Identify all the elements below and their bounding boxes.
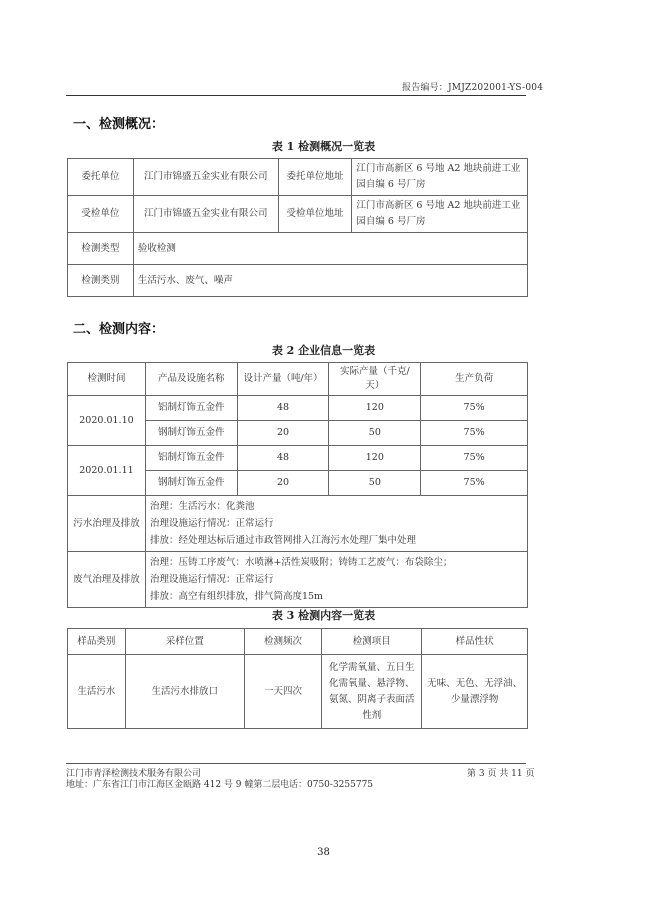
table-header-row [68, 629, 528, 655]
product-cell: 铝制灯饰五金件 [145, 446, 237, 471]
product-cell: 铝制灯饰五金件 [145, 396, 237, 421]
table-row [68, 265, 528, 297]
design-cell: 20 [237, 421, 329, 446]
location-cell: 生活污水排放口 [125, 655, 244, 729]
design-cell: 48 [237, 396, 329, 421]
footer-divider [66, 763, 526, 764]
load-cell: 75% [421, 396, 528, 421]
date-cell: 2020.01.11 [68, 446, 146, 496]
client-label: 委托单位 [68, 159, 134, 196]
wastewater-operation: 治理设施运行情况：正常运行 [149, 518, 274, 529]
wastewater-row [68, 496, 528, 552]
inspected-unit-value: 江门市锦盛五金实业有限公司 [133, 196, 278, 233]
client-address-value: 江门市高新区 6 号地 A2 地块前进工业园自编 6 号厂房 [352, 159, 528, 196]
table-1-caption: 表 1 检测概况一览表 [271, 140, 376, 153]
inspected-address-value: 江门市高新区 6 号地 A2 地块前进工业园自编 6 号厂房 [352, 196, 528, 233]
exhaust-details [145, 552, 527, 608]
col-header-product: 产品及设施名称 [145, 363, 237, 396]
load-cell: 75% [421, 446, 528, 471]
inspection-type-label: 检测类型 [68, 233, 134, 265]
col-header-load: 生产负荷 [421, 363, 528, 396]
product-cell: 钢制灯饰五金件 [145, 421, 237, 446]
col-header-items: 检测项目 [322, 629, 422, 655]
page-number: 38 [317, 847, 330, 858]
exhaust-label: 废气治理及排放 [68, 552, 146, 608]
col-header-date: 检测时间 [68, 363, 146, 396]
report-number: 报告编号：JMJZ202001-YS-004 [402, 83, 544, 93]
col-header-appearance: 样品性状 [422, 629, 528, 655]
frequency-cell: 一天四次 [244, 655, 322, 729]
table-row [68, 396, 528, 421]
inspection-type-value: 验收检测 [133, 233, 527, 265]
inspection-category-value: 生活污水、废气、噪声 [133, 265, 527, 297]
design-cell: 48 [237, 446, 329, 471]
wastewater-treatment: 治理：生活污水：化粪池 [149, 501, 255, 512]
footer-address: 地址：广东省江门市江海区金瓯路 412 号 9 幢第二层 [66, 780, 281, 790]
table-3-caption: 表 3 检测内容一览表 [271, 609, 376, 622]
load-cell: 75% [421, 471, 528, 496]
product-cell: 钢制灯饰五金件 [145, 471, 237, 496]
actual-cell: 50 [329, 421, 421, 446]
inspection-overview-table [67, 158, 528, 297]
table-row [68, 233, 528, 265]
col-header-frequency: 检测频次 [244, 629, 322, 655]
exhaust-row [68, 552, 528, 608]
design-cell: 20 [237, 471, 329, 496]
col-header-design-output: 设计产量（吨/年） [237, 363, 329, 396]
inspection-content-table [67, 628, 528, 729]
table-row [68, 655, 528, 729]
exhaust-operation: 治理设施运行情况：正常运行 [149, 574, 274, 585]
footer-phone: 电话：0750-3255775 [280, 780, 374, 790]
actual-cell: 50 [329, 471, 421, 496]
inspection-category-label: 检测类别 [68, 265, 134, 297]
date-cell: 2020.01.10 [68, 396, 146, 446]
table-2-caption: 表 2 企业信息一览表 [271, 344, 376, 357]
section-2-title: 二、检测内容： [73, 322, 165, 337]
section-1-title: 一、检测概况： [73, 117, 165, 132]
appearance-cell: 无味、无色、无浮油、少量漂浮物 [422, 655, 528, 729]
footer-page-info: 第 3 页 共 11 页 [467, 769, 535, 779]
table-header-row [68, 363, 528, 396]
table-row [68, 159, 528, 196]
table-row [68, 446, 528, 471]
wastewater-details [145, 496, 527, 552]
actual-cell: 120 [329, 446, 421, 471]
enterprise-info-table [67, 362, 528, 608]
wastewater-discharge: 排放：经处理达标后通过市政管网排入江海污水处理厂集中处理 [149, 535, 416, 546]
exhaust-discharge: 排放：高空有组织排放，排气筒高度15m [149, 591, 324, 602]
header-divider [66, 95, 526, 96]
client-value: 江门市锦盛五金实业有限公司 [133, 159, 278, 196]
client-address-label: 委托单位地址 [278, 159, 352, 196]
table-row [68, 196, 528, 233]
col-header-location: 采样位置 [125, 629, 244, 655]
actual-cell: 120 [329, 396, 421, 421]
items-cell: 化学需氧量、五日生化需氧量、悬浮物、氨氮、阴离子表面活性剂 [322, 655, 422, 729]
inspected-unit-label: 受检单位 [68, 196, 134, 233]
category-cell: 生活污水 [68, 655, 126, 729]
load-cell: 75% [421, 421, 528, 446]
exhaust-treatment: 治理：压铸工序废气：水喷淋+活性炭吸附；铸铸工艺废气：布袋除尘； [149, 557, 453, 568]
inspected-address-label: 受检单位地址 [278, 196, 352, 233]
footer-company: 江门市青泽检测技术服务有限公司 [66, 769, 202, 779]
wastewater-label: 污水治理及排放 [68, 496, 146, 552]
col-header-category: 样品类别 [68, 629, 126, 655]
col-header-actual-output: 实际产量（千克/天） [329, 363, 421, 396]
